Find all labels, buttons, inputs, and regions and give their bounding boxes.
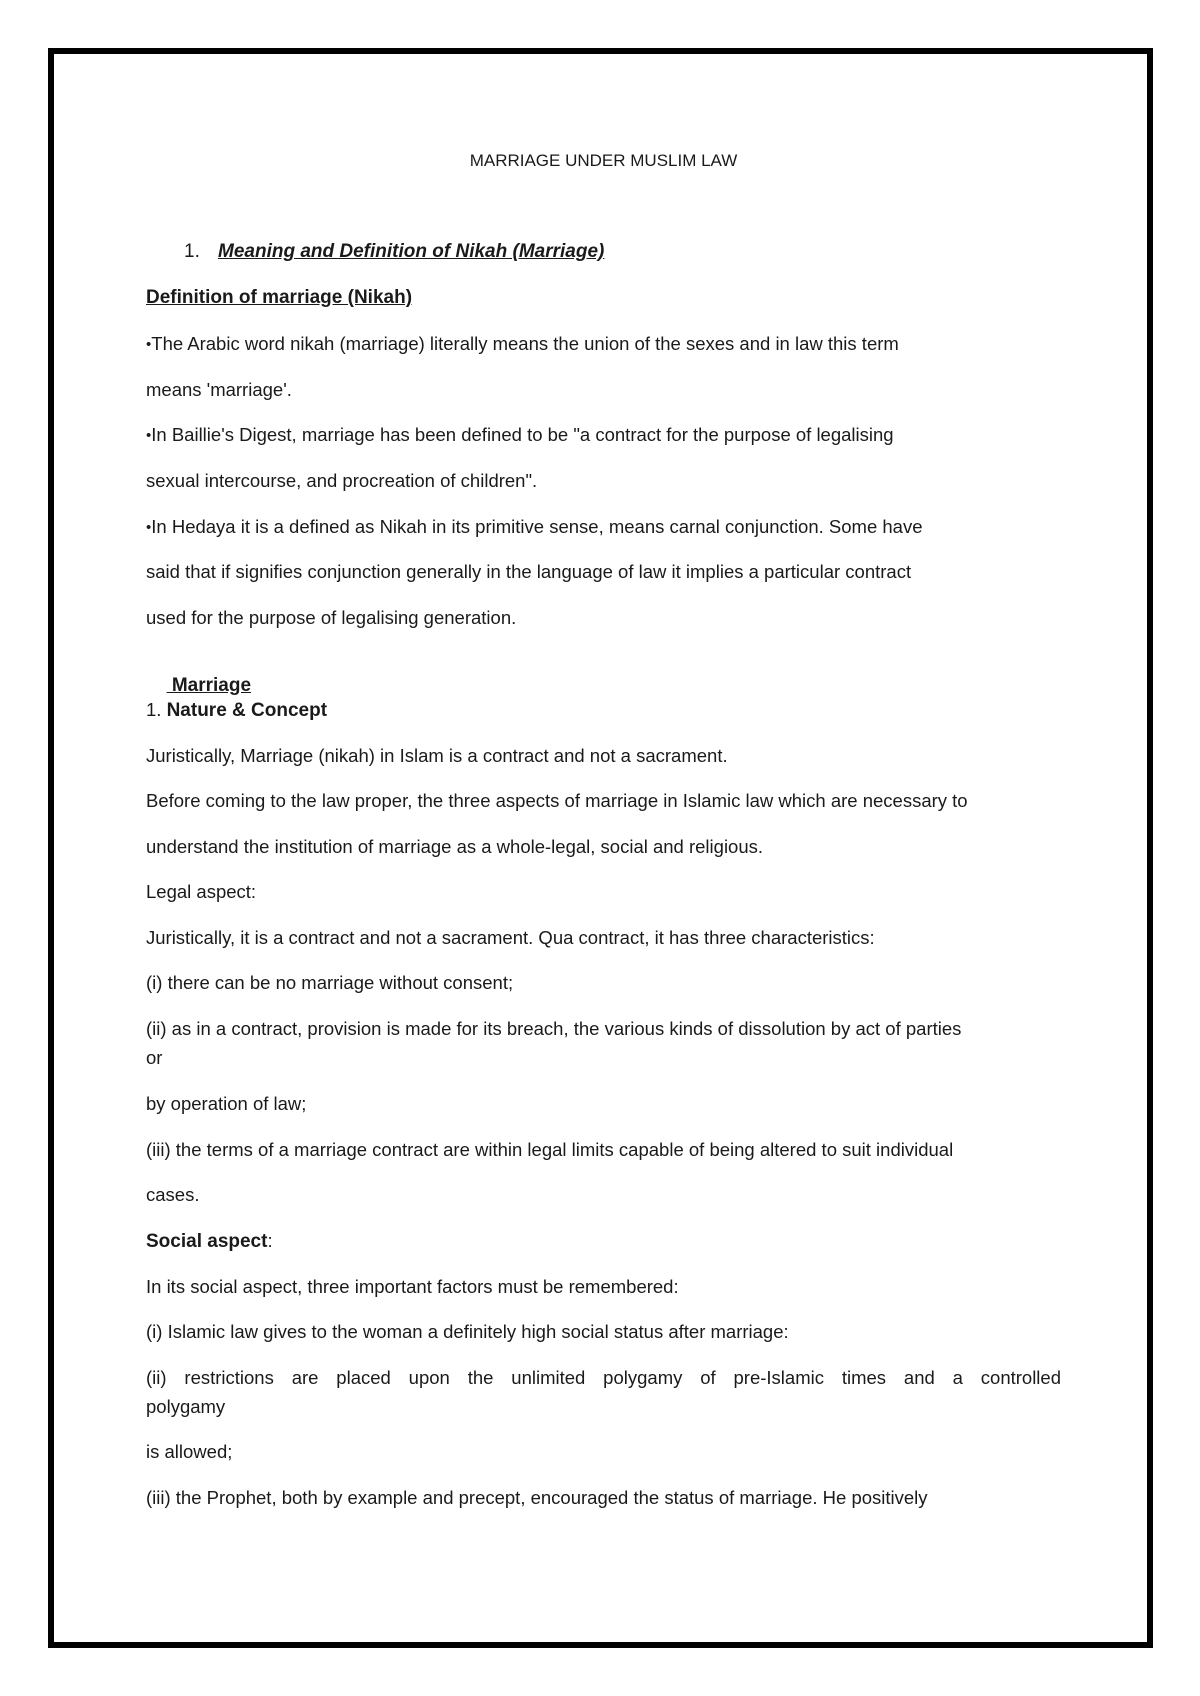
list-item-continuation: by operation of law;	[146, 1093, 307, 1114]
bullet-icon: •	[146, 519, 152, 536]
list-item: (ii) restrictions are placed upon the unlimited polygamy of pre-Islamic times and a controlled	[146, 1367, 1061, 1388]
list-item-continuation: cases.	[146, 1184, 200, 1205]
bullet-paragraph	[146, 333, 1061, 357]
bullet-text: The Arabic word nikah (marriage) literally means the union of the sexes and in law this term	[151, 333, 899, 354]
bullet-continuation: sexual intercourse, and procreation of children".	[146, 470, 538, 491]
paragraph: Juristically, Marriage (nikah) in Islam is a contract and not a sacrament.	[146, 745, 728, 766]
social-aspect-text: Social aspect	[146, 1231, 268, 1252]
definition-heading	[146, 286, 1061, 309]
document-title: MARRIAGE UNDER MUSLIM LAW	[469, 151, 738, 170]
marriage-heading-text: Marriage	[166, 675, 252, 696]
nature-heading-text: Nature & Concept	[166, 700, 328, 721]
social-aspect-heading	[146, 1230, 1061, 1253]
bullet-text: In Hedaya it is a defined as Nikah in its primitive sense, means carnal conjunction. Some have	[151, 516, 923, 537]
nature-number: 1.	[146, 699, 167, 720]
section-number: 1.	[184, 241, 200, 262]
section-title: Meaning and Definition of Nikah (Marriage)	[218, 241, 605, 262]
legal-aspect-label: Legal aspect:	[146, 881, 257, 902]
paragraph: Juristically, it is a contract and not a sacrament. Qua contract, it has three characteristics:	[146, 927, 875, 948]
list-item-continuation: is allowed;	[146, 1441, 233, 1462]
bullet-paragraph	[146, 516, 1061, 540]
paragraph: Before coming to the law proper, the three aspects of marriage in Islamic law which are necessary to	[146, 790, 968, 811]
bullet-continuation: used for the purpose of legalising generation.	[146, 607, 517, 628]
social-aspect-colon: :	[267, 1230, 273, 1251]
section-heading-meaning	[184, 240, 1099, 263]
bullet-icon: •	[146, 427, 152, 444]
bullet-icon: •	[146, 336, 152, 353]
definition-heading-text: Definition of marriage (Nikah)	[146, 287, 413, 308]
bullet-text: In Baillie's Digest, marriage has been defined to be "a contract for the purpose of legalising	[151, 424, 894, 445]
bullet-continuation: means 'marriage'.	[146, 379, 292, 400]
list-item: (iii) the terms of a marriage contract are within legal limits capable of being altered to suit individual	[146, 1139, 954, 1160]
list-item: (ii) as in a contract, provision is made for its breach, the various kinds of dissolution by act of parties	[146, 1018, 962, 1039]
list-item: (i) there can be no marriage without consent;	[146, 972, 514, 993]
list-item-continuation: polygamy	[146, 1396, 226, 1417]
bullet-continuation: said that if signifies conjunction generally in the language of law it implies a particular contract	[146, 561, 912, 582]
paragraph: In its social aspect, three important factors must be remembered:	[146, 1276, 679, 1297]
nature-heading	[146, 699, 1061, 722]
bullet-paragraph	[146, 424, 1061, 448]
paragraph: understand the institution of marriage as a whole-legal, social and religious.	[146, 836, 764, 857]
list-item: (i) Islamic law gives to the woman a definitely high social status after marriage:	[146, 1321, 789, 1342]
list-item: (iii) the Prophet, both by example and precept, encouraged the status of marriage. He positively	[146, 1487, 928, 1508]
list-item-continuation: or	[146, 1047, 163, 1068]
